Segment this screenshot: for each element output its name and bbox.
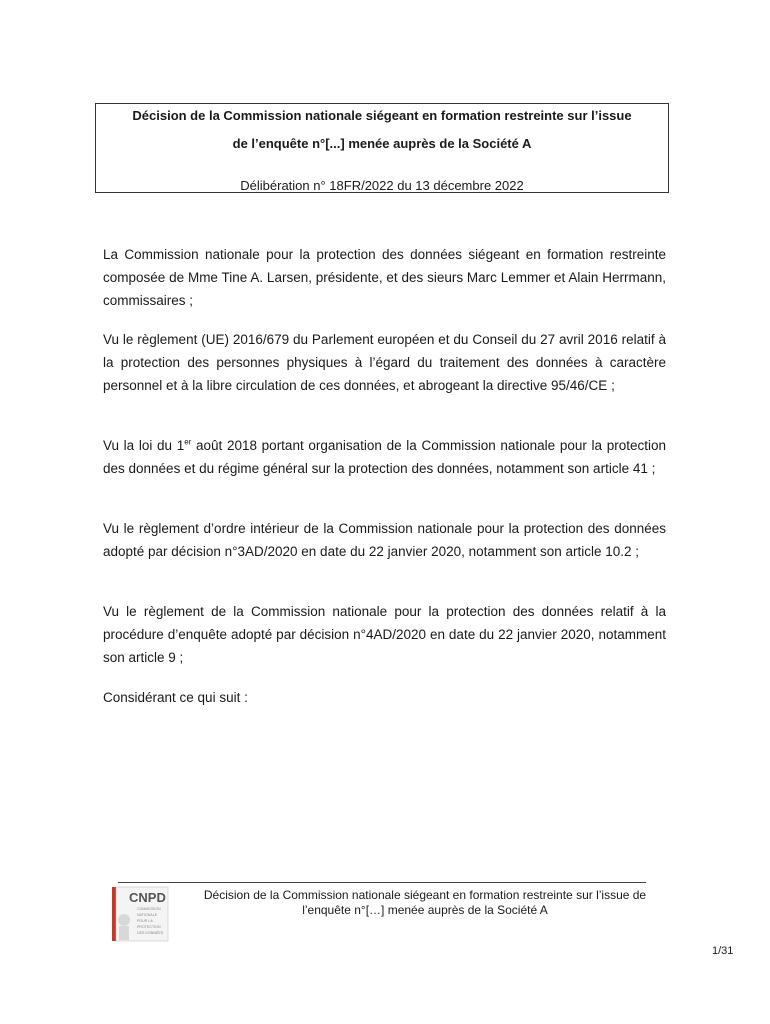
- paragraph-composition: La Commission nationale pour la protection des données siégeant en formation restreinte composée de Mme Tine A. Larsen, présidente, et des sieurs Marc Lemmer et Alain Herrmann, commissaires ;: [103, 247, 666, 308]
- logo-subtext-4: PROTECTION: [137, 925, 161, 929]
- cnpd-logo: [111, 886, 169, 942]
- law-text-after: août 2018 portant organisation de la Commission nationale pour la protection des données et du régime général sur la protection des données, notamment son article 41 ;: [103, 438, 666, 476]
- paragraph-gdpr: Vu le règlement (UE) 2016/679 du Parlement européen et du Conseil du 27 avril 2016 relatif à la protection des personnes physiques à l’égard du traitement des données à caractère personnel et à la libre circulation de ces données, et abrogeant la directive 95/46/CE ;: [103, 332, 666, 393]
- title-line-1: Décision de la Commission nationale siégeant en formation restreinte sur l’issue: [132, 108, 632, 123]
- paragraph-law: [103, 434, 666, 480]
- page-number: 1/31: [712, 945, 734, 957]
- deliberation-number: Délibération n° 18FR/2022 du 13 décembre 2022: [240, 178, 524, 193]
- paragraph-internal-rules: Vu le règlement d’ordre intérieur de la Commission nationale pour la protection des données adopté par décision n°3AD/2020 en date du 22 janvier 2020, notamment son article 10.2 ;: [103, 521, 666, 559]
- logo-subtext-3: POUR LA: [137, 919, 153, 923]
- footer-divider: [118, 882, 646, 883]
- law-superscript: er: [184, 437, 192, 447]
- logo-subtext-1: COMMISSION: [137, 907, 161, 911]
- law-text-before: Vu la loi du 1: [103, 438, 185, 453]
- title-line-2: de l’enquête n°[...] menée auprès de la Société A: [232, 136, 532, 151]
- title-box: [95, 103, 669, 193]
- paragraph-considering: Considérant ce qui suit :: [103, 690, 248, 705]
- footer-text: Décision de la Commission nationale siégeant en formation restreinte sur l’issue de l’enquête n°[…] menée auprès de la Société A: [203, 888, 647, 917]
- logo-subtext-2: NATIONALE: [137, 913, 158, 917]
- logo-text: CNPD: [129, 890, 166, 905]
- logo-subtext-5: DES DONNÉES: [137, 931, 164, 935]
- paragraph-investigation-rules: Vu le règlement de la Commission nationale pour la protection des données relatif à la procédure d’enquête adopté par décision n°4AD/2020 en date du 22 janvier 2020, notamment son article 9 ;: [103, 604, 666, 665]
